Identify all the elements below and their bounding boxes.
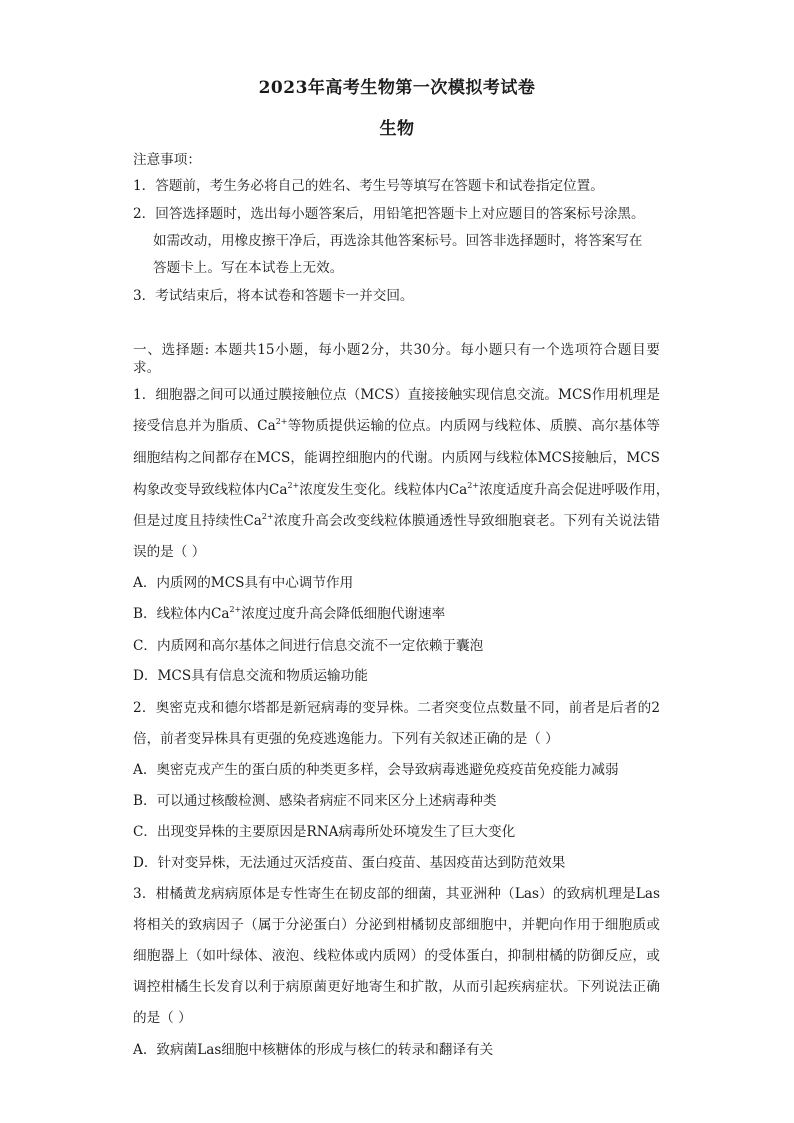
note-item-2: 2．回答选择题时，选出每小题答案后，用铅笔把答题卡上对应题目的答案标号涂黑。 — [133, 206, 645, 222]
q3-stem-line-3: 细胞器上（如叶绿体、液泡、线粒体或内质网）的受体蛋白，抑制柑橘的防御反应，或 — [133, 948, 660, 964]
q1-stem-line-4: 构象改变导致线粒体内$Ca^{2+}$浓度发生变化。线粒体内$Ca^{2+}$浓度适度升高会促进呼吸作用， — [133, 481, 670, 498]
ca-charge: 2+ — [275, 417, 288, 426]
q3-stem-line-5: 的是（ ） — [133, 1010, 192, 1026]
q2-option-c: C．出现变异株的主要原因是RNA病毒所处环境发生了巨大变化 — [133, 824, 516, 840]
exam-subject: 生物 — [379, 119, 415, 139]
notes-heading: 注意事项： — [133, 152, 201, 168]
note-item-3: 3．考试结束后，将本试卷和答题卡一并交回。 — [133, 288, 414, 304]
note-item-2-cont-1: 如需改动，用橡皮擦干净后，再选涂其他答案标号。回答非选择题时，将答案写在 — [153, 233, 643, 249]
q3-stem-line-2: 将相关的致病因子（属于分泌蛋白）分泌到柑橘韧皮部细胞中，并靶向作用于细胞质或 — [133, 917, 660, 933]
q1-option-c: C．内质网和高尔基体之间进行信息交流不一定依赖于囊泡 — [133, 638, 484, 654]
q3-stem-line-1: 3．柑橘黄龙病病原体是专性寄生在韧皮部的细菌，其亚洲种（Las）的致病机理是Las — [133, 886, 660, 902]
q1-stem-line-5: 但是过度且持续性$Ca^{2+}$浓度升高会改变线粒体膜通透性导致细胞衰老。下列有关说法错 — [133, 512, 660, 529]
q1-option-a: A．内质网的MCS具有中心调节作用 — [133, 575, 354, 591]
section-heading-cont: 求。 — [133, 360, 161, 376]
q1-stem-line-2: 接受信息并为脂质、$Ca^{2+}$等物质提供运输的位点。内质网与线粒体、质膜、高尔基体等 — [133, 417, 660, 434]
q1-option-b: B．线粒体内$Ca^{2+}$浓度过度升高会降低细胞代谢速率 — [133, 605, 446, 622]
q2-option-b: B．可以通过核酸检测、感染者病症不同来区分上述病毒种类 — [133, 793, 497, 809]
q3-option-a: A．致病菌Las细胞中核糖体的形成与核仁的转录和翻译有关 — [133, 1042, 494, 1058]
q2-stem-line-2: 倍，前者变异株具有更强的免疫逃逸能力。下列有关叙述正确的是（ ） — [133, 731, 559, 747]
q1-option-d: D．MCS具有信息交流和物质运输功能 — [133, 668, 368, 684]
q2-stem-line-1: 2．奥密克戎和德尔塔都是新冠病毒的变异株。二者突变位点数量不同，前者是后者的2 — [133, 700, 660, 716]
q2-option-d: D．针对变异株，无法通过灭活疫苗、蛋白疫苗、基因疫苗达到防范效果 — [133, 855, 566, 871]
q3-stem-line-4: 调控柑橘生长发育以利于病原菌更好地寄生和扩散，从而引起疾病症状。下列说法正确 — [133, 979, 660, 995]
q2-option-a: A．奥密克戎产生的蛋白质的种类更多样，会导致病毒逃避免疫疫苗免疫能力减弱 — [133, 762, 619, 778]
note-item-1: 1．答题前，考生务必将自己的姓名、考生号等填写在答题卡和试卷指定位置。 — [133, 178, 604, 194]
q1-stem-line-3: 细胞结构之间都存在MCS，能调控细胞内的代谢。内质网与线粒体MCS接触后，MCS — [133, 450, 660, 466]
note-item-2-cont-2: 答题卡上。写在本试卷上无效。 — [153, 260, 344, 276]
q1-stem-line-6: 误的是（ ） — [133, 544, 206, 560]
exam-title: 2023年高考生物第一次模拟考试卷 — [258, 78, 536, 98]
section-heading: 一、选择题: 本题共15小题，每小题2分，共30分。每小题只有一个选项符合题目要 — [133, 342, 660, 358]
q1-stem-line-1: 1．细胞器之间可以通过膜接触位点（MCS）直接接触实现信息交流。MCS作用机理是 — [133, 387, 660, 403]
